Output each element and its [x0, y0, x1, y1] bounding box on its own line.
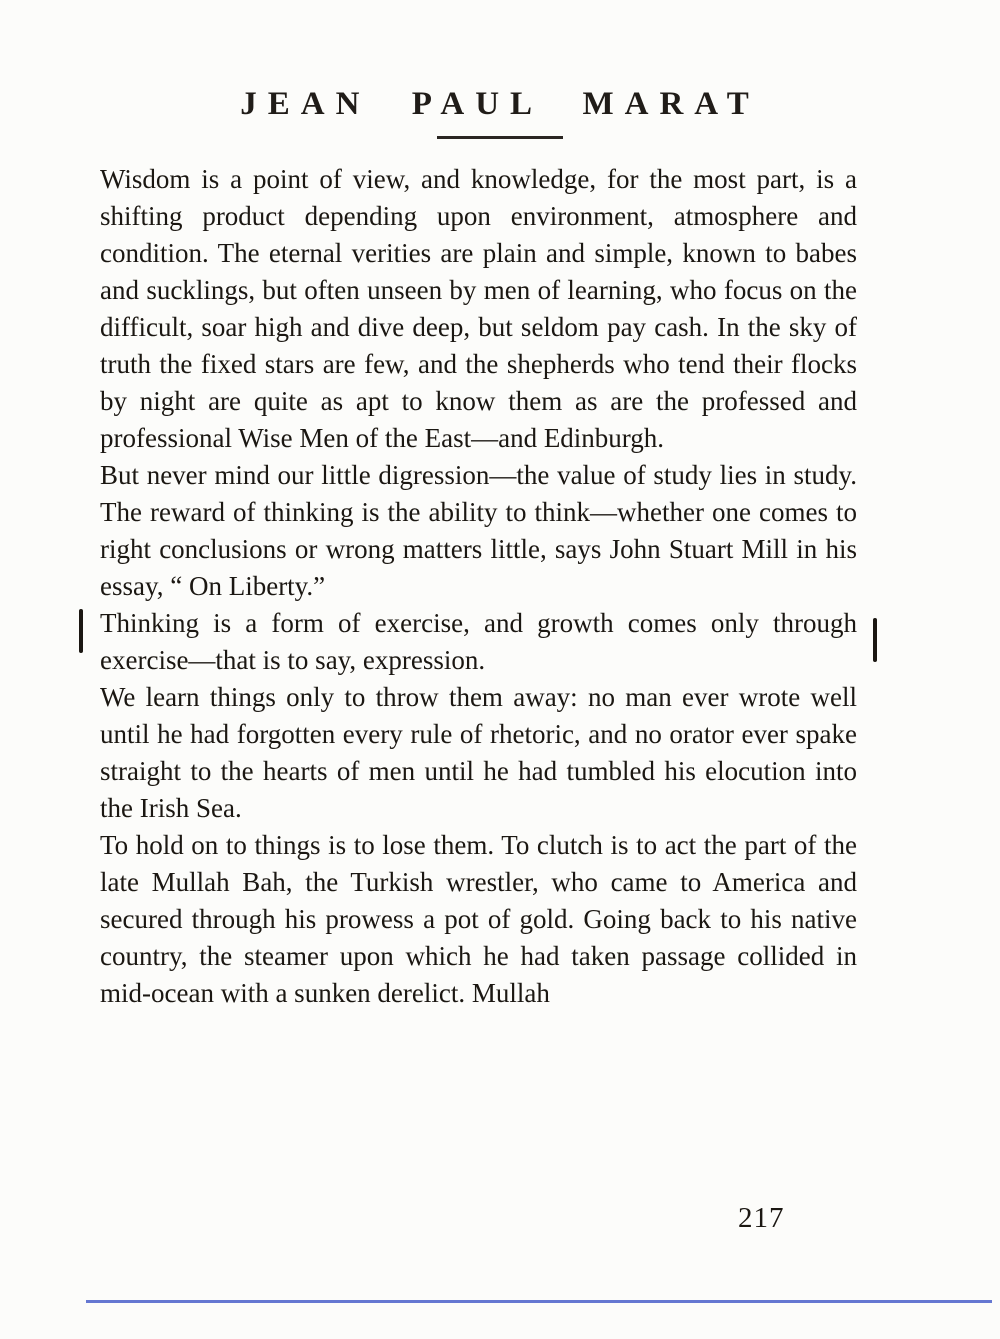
- margin-mark-right: [873, 618, 877, 662]
- scan-artifact-line: [86, 1300, 992, 1303]
- paragraph-mullah: To hold on to things is to lose them. To clutch is to act the part of the late Mullah Bah, the Turkish wrestler, who came to America and secured through his prowess a pot of gold. Going back to his native country, the steamer upon which he had taken passage collided in mid-ocean with a sunken derelict. Mullah: [100, 830, 857, 1008]
- title-rule: [437, 136, 563, 139]
- paragraph-learn: We learn things only to throw them away: no man ever wrote well until he had forgotten every rule of rhetoric, and no orator ever spake straight to the hearts of men until he had tumbled his elocution into the Irish Sea.: [100, 682, 857, 823]
- paragraph-thinking: Thinking is a form of exercise, and growth comes only through exercise—that is to say, expression.: [100, 608, 857, 675]
- page-number: 217: [738, 1202, 785, 1234]
- page-title: JEAN PAUL MARAT: [240, 86, 760, 122]
- paragraph-wisdom: Wisdom is a point of view, and knowledge, for the most part, is a shifting product depending upon environment, atmosphere and condition. The eternal verities are plain and simple, known to babes and sucklings, but often unseen by men of learning, who focus on the difficult, soar high and dive deep, but seldom pay cash. In the sky of truth the fixed stars are few, and the shepherds who tend their flocks by night are quite as apt to know them as are the professed and professional Wise Men of the East—and Edinburgh.: [100, 164, 857, 453]
- marked-paragraph: [100, 605, 857, 679]
- body-text: [100, 161, 857, 1012]
- margin-mark-left: [79, 609, 83, 653]
- paragraph-digression: But never mind our little digression—the value of study lies in study. The reward of thinking is the ability to think—whether one comes to right conclusions or wrong matters little, says John Stuart Mill in his essay, “ On Liberty.”: [100, 460, 857, 601]
